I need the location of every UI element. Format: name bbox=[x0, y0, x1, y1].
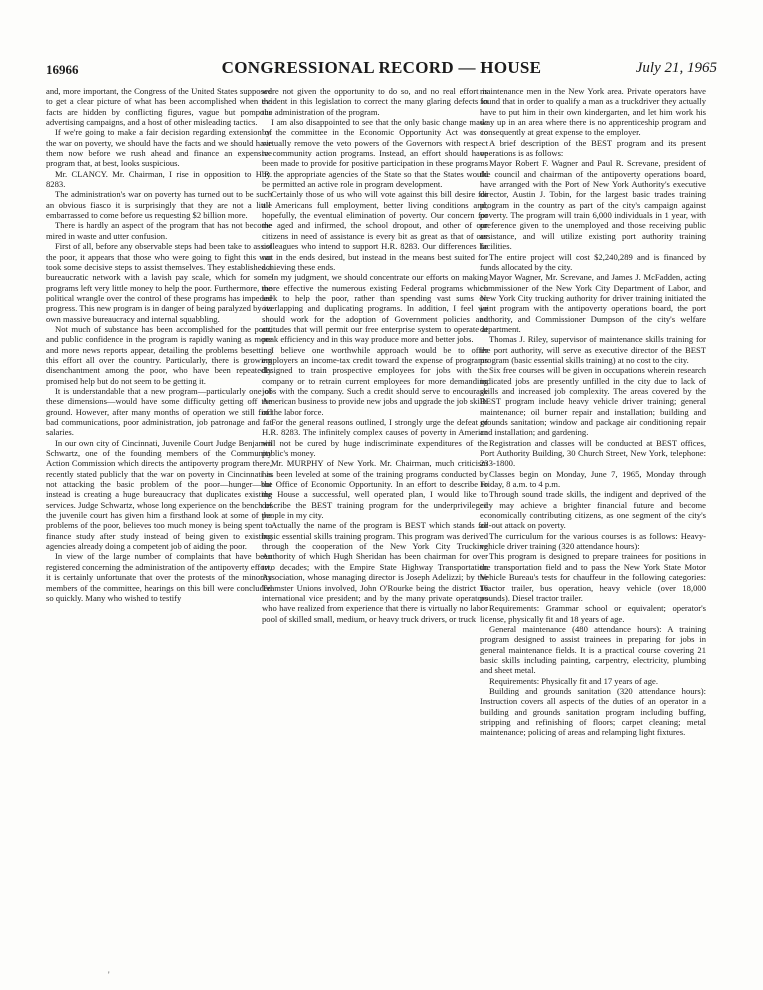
paragraph: In my judgment, we should concentrate our efforts on making more effective the numerous existing Federal programs which seek to help the poor, rather than spending vast sums on overlapping and duplicating programs. In addition, I feel we should work for the adoption of Government policies and attitudes that will permit our free enterprise system to operate at peak efficiency and in this way produce more and better jobs. bbox=[262, 272, 488, 345]
paragraph: Classes begin on Monday, June 7, 1965, Monday through Friday, 8 a.m. to 4 p.m. bbox=[480, 468, 706, 490]
paragraph: Mr. CLANCY. Mr. Chairman, I rise in opposition to H.R. 8283. bbox=[46, 168, 272, 190]
paragraph: Not much of substance has been accomplished for the poor, and public confidence in the program is rapidly waning as more and more news reports appear, detailing the problems besetting this effort all over the country. Particularly, there is growing disenchantment among the poor, who have been repeatedly promised help but do not seem to be getting it. bbox=[46, 323, 272, 386]
paragraph: Building and grounds sanitation (320 attendance hours): Instruction covers all aspects of the duties of an operator in a building and grounds sanitation program including buffing, stripping and refinishing of floors; carpet cleaning; metal maintenance; policing of areas and relamping light fixtures. bbox=[480, 685, 706, 738]
paragraph: In view of the large number of complaints that have been registered concerning the administration of the antipoverty effort, it is certainly unfortunate that over the protests of the minority members of the committee, hearings on this bill were concluded so quickly. Many who wished to testify bbox=[46, 551, 272, 603]
paragraph: Mayor Wagner, Mr. Screvane, and James J. McFadden, acting commissioner of the New York City Department of Labor, and New York City trucking authority for driver training initiated the joint program with the antipoverty operations board, the port authority, and Commissioner Dumpson of the city's welfare department. bbox=[480, 272, 706, 334]
paragraph: General maintenance (480 attendance hours): A training program designed to assist trainees in preparing for jobs in general maintenance fields. It is a practical course covering 21 basic skills including painting, carpentry, electricity, plumbing and sheet metal. bbox=[480, 623, 706, 676]
paragraph: For the general reasons outlined, I strongly urge the defeat of H.R. 8283. The infinitely complex causes of poverty in America will not be cured by huge indiscriminate expenditures of the public's money. bbox=[262, 417, 488, 459]
paragraph: Through sound trade skills, the indigent and deprived of the city may achieve a brighter financial future and become economically contributing citizens, as one segment of the city's all-out attack on poverty. bbox=[480, 489, 706, 531]
paragraph: A brief description of the BEST program and its present operations is as follows: bbox=[480, 137, 706, 159]
scan-speck: ' bbox=[108, 970, 110, 980]
text-column-left bbox=[46, 86, 272, 603]
publication-title: CONGRESSIONAL RECORD — HOUSE bbox=[221, 58, 542, 77]
paragraph: Actually the name of the program is BEST which stands for basic essential skills training program. This program was derived through the cooperation of the New York City Trucking Authority of which Hugh Sheridan has been chairman for over two decades; with the Empire State Highway Transportation Association, whose managing director is Joseph Adelizzi; by the Teamster Unions involved, John O'Rourke being the district 16 international vice president; and by the many private operators who have realized from experience that there is virtually no labor pool of skilled small, medium, or heavy truck drivers, or truck bbox=[262, 520, 488, 624]
paragraph: Registration and classes will be conducted at BEST offices, Port Authority Building, 30 Church Street, New York, telephone: 233-1800. bbox=[480, 437, 706, 469]
paragraph: In our own city of Cincinnati, Juvenile Court Judge Benjamin Schwartz, one of the founding members of the Community Action Commission which directs the antipoverty program there, recently stated publicly that the war on poverty in Cincinnati is not attacking the basic problem of the poor—hunger—but instead is creating a huge bureaucracy that duplicates existing services. Judge Schwartz, whose long experience on the bench of the juvenile court has given him a firsthand look at some of the problems of the poor, believes too much money is being spent to finance study after study instead of being given to existing agencies already doing a competent job of aiding the poor. bbox=[46, 437, 272, 552]
paragraph: There is hardly an aspect of the program that has not become mired in waste and utter confusion. bbox=[46, 220, 272, 241]
paragraph: I believe one worthwhile approach would be to offer employers an income-tax credit toward the expense of programs designed to train prospective employees for jobs with the company or to retrain current employees for more demanding jobs with the company. Such a credit should serve to encourage American business to provide new jobs and upgrade the job skills of the labor force. bbox=[262, 344, 488, 417]
paragraph: This program is designed to prepare trainees for positions in the transportation field and to pass the New York State Motor Vehicle Bureau's tests for chauffeur in the following categories: Tractor trailer, bus operation, heavy vehicle (over 18,000 pounds). Diesel tractor trailer. bbox=[480, 551, 706, 603]
page-header bbox=[46, 58, 717, 80]
paragraph: Requirements: Grammar school or equivalent; operator's license, physically fit and 18 years of age. bbox=[480, 603, 706, 624]
publication-date: July 21, 1965 bbox=[635, 60, 717, 76]
paragraph: It is understandable that a new program—particularly one of these dimensions—would have some difficulty getting off the ground. However, after many months of operation we still find bad communications, poor administration, job patronage and fat salaries. bbox=[46, 385, 272, 438]
paragraph: Thomas J. Riley, supervisor of maintenance skills training for the port authority, will serve as executive director of the BEST program (basic essential skills training) at no cost to the city. bbox=[480, 334, 706, 365]
paragraph: Six free courses will be given in occupations wherein research indicated jobs are presently unfilled in the city due to lack of skills and increased job complexity. The areas covered by the BEST program include heavy vehicle driver training; general maintenance; oil burner repair and installation; building and grounds sanitation; window and package air conditioning repair and installation; and gardening. bbox=[480, 365, 706, 438]
paragraph: I am also disappointed to see that the only basic change made by the committee in the Economic Opportunity Act was to virtually remove the veto powers of the Governors with respect to community action programs. Instead, an effort should have been made to provide for positive participation in these programs by the appropriate agencies of the State so that the States would be permitted an active role in program development. bbox=[262, 117, 488, 190]
paragraph: Mayor Robert F. Wagner and Paul R. Screvane, president of the council and chairman of the antipoverty operations board, have arranged with the Port of New York Authority's executive director, Austin J. Tobin, for the largest basic trades training program in the country as part of the city's campaign against poverty. The program will train 6,000 individuals in 1 year, with preference given to the unemployed and those receiving public assistance, and will utilize existing port authority training facilities. bbox=[480, 158, 706, 252]
paragraph: The administration's war on poverty has turned out to be such an obvious fiasco it is surprisingly that they are not a little embarrassed to come before us requesting $2 billion more. bbox=[46, 189, 272, 221]
paragraph: Mr. MURPHY of New York. Mr. Chairman, much criticism has been leveled at some of the training programs conducted by the Office of Economic Opportunity. In an effort to describe to the House a successful, well operated plan, I would like to describe the BEST training program for the underprivileged people in my city. bbox=[262, 458, 488, 521]
paragraph: The entire project will cost $2,240,289 and is financed by funds allocated by the city. bbox=[480, 251, 706, 272]
paragraph: were not given the opportunity to do so, and no real effort is evident in this legislation to correct the many glaring defects in the administration of the program. bbox=[262, 86, 488, 117]
paragraph: If we're going to make a fair decision regarding extension of the war on poverty, we should have the facts and we should have them now before we rush ahead and finance an expensive program that, at best, looks suspicious. bbox=[46, 127, 272, 169]
text-column-right bbox=[480, 86, 706, 738]
paragraph: and, more important, the Congress of the United States supposed to get a clear picture of what has been accomplished when the facts are hidden by conflicting figures, vague but pompous advertising campaigns, and a host of other misleading tactics. bbox=[46, 86, 272, 128]
paragraph: Certainly those of us who will vote against this bill desire for all Americans full employment, better living conditions and, hopefully, the eventual elimination of poverty. Our concern for the aged and infirmed, the school dropout, and other of our citizens in need of assistance is every bit as great as that of our colleagues who intend to support H.R. 8283. Our differences lie not in the ends desired, but instead in the means best suited for achieving these ends. bbox=[262, 189, 488, 272]
text-column-middle bbox=[262, 86, 488, 624]
paragraph: First of all, before any observable steps had been take to assist the poor, it appears that those who were going to fight this war took some decisive steps to assist themselves. They established a bureaucratic network with a lavish pay scale, which for some programs left very little money to help the poor. Furthermore, the political wrangle over the control of these programs has impeded progress. This new program is in danger of being paralyzed by its own massive bureaucracy and internal squabbling. bbox=[46, 241, 272, 324]
page-number: 16966 bbox=[46, 62, 79, 77]
paragraph: The curriculum for the various courses is as follows: Heavy-vehicle driver training (320 attendance hours): bbox=[480, 530, 706, 552]
paragraph: maintenance men in the New York area. Private operators have found that in order to qualify a man as a truckdriver they actually have to put him in their own kindergarten, and let him work his way up in an area where there is no apprenticeship program and consequently at great expense to the employer. bbox=[480, 86, 706, 138]
paragraph: Requirements: Physically fit and 17 years of age. bbox=[489, 675, 658, 686]
